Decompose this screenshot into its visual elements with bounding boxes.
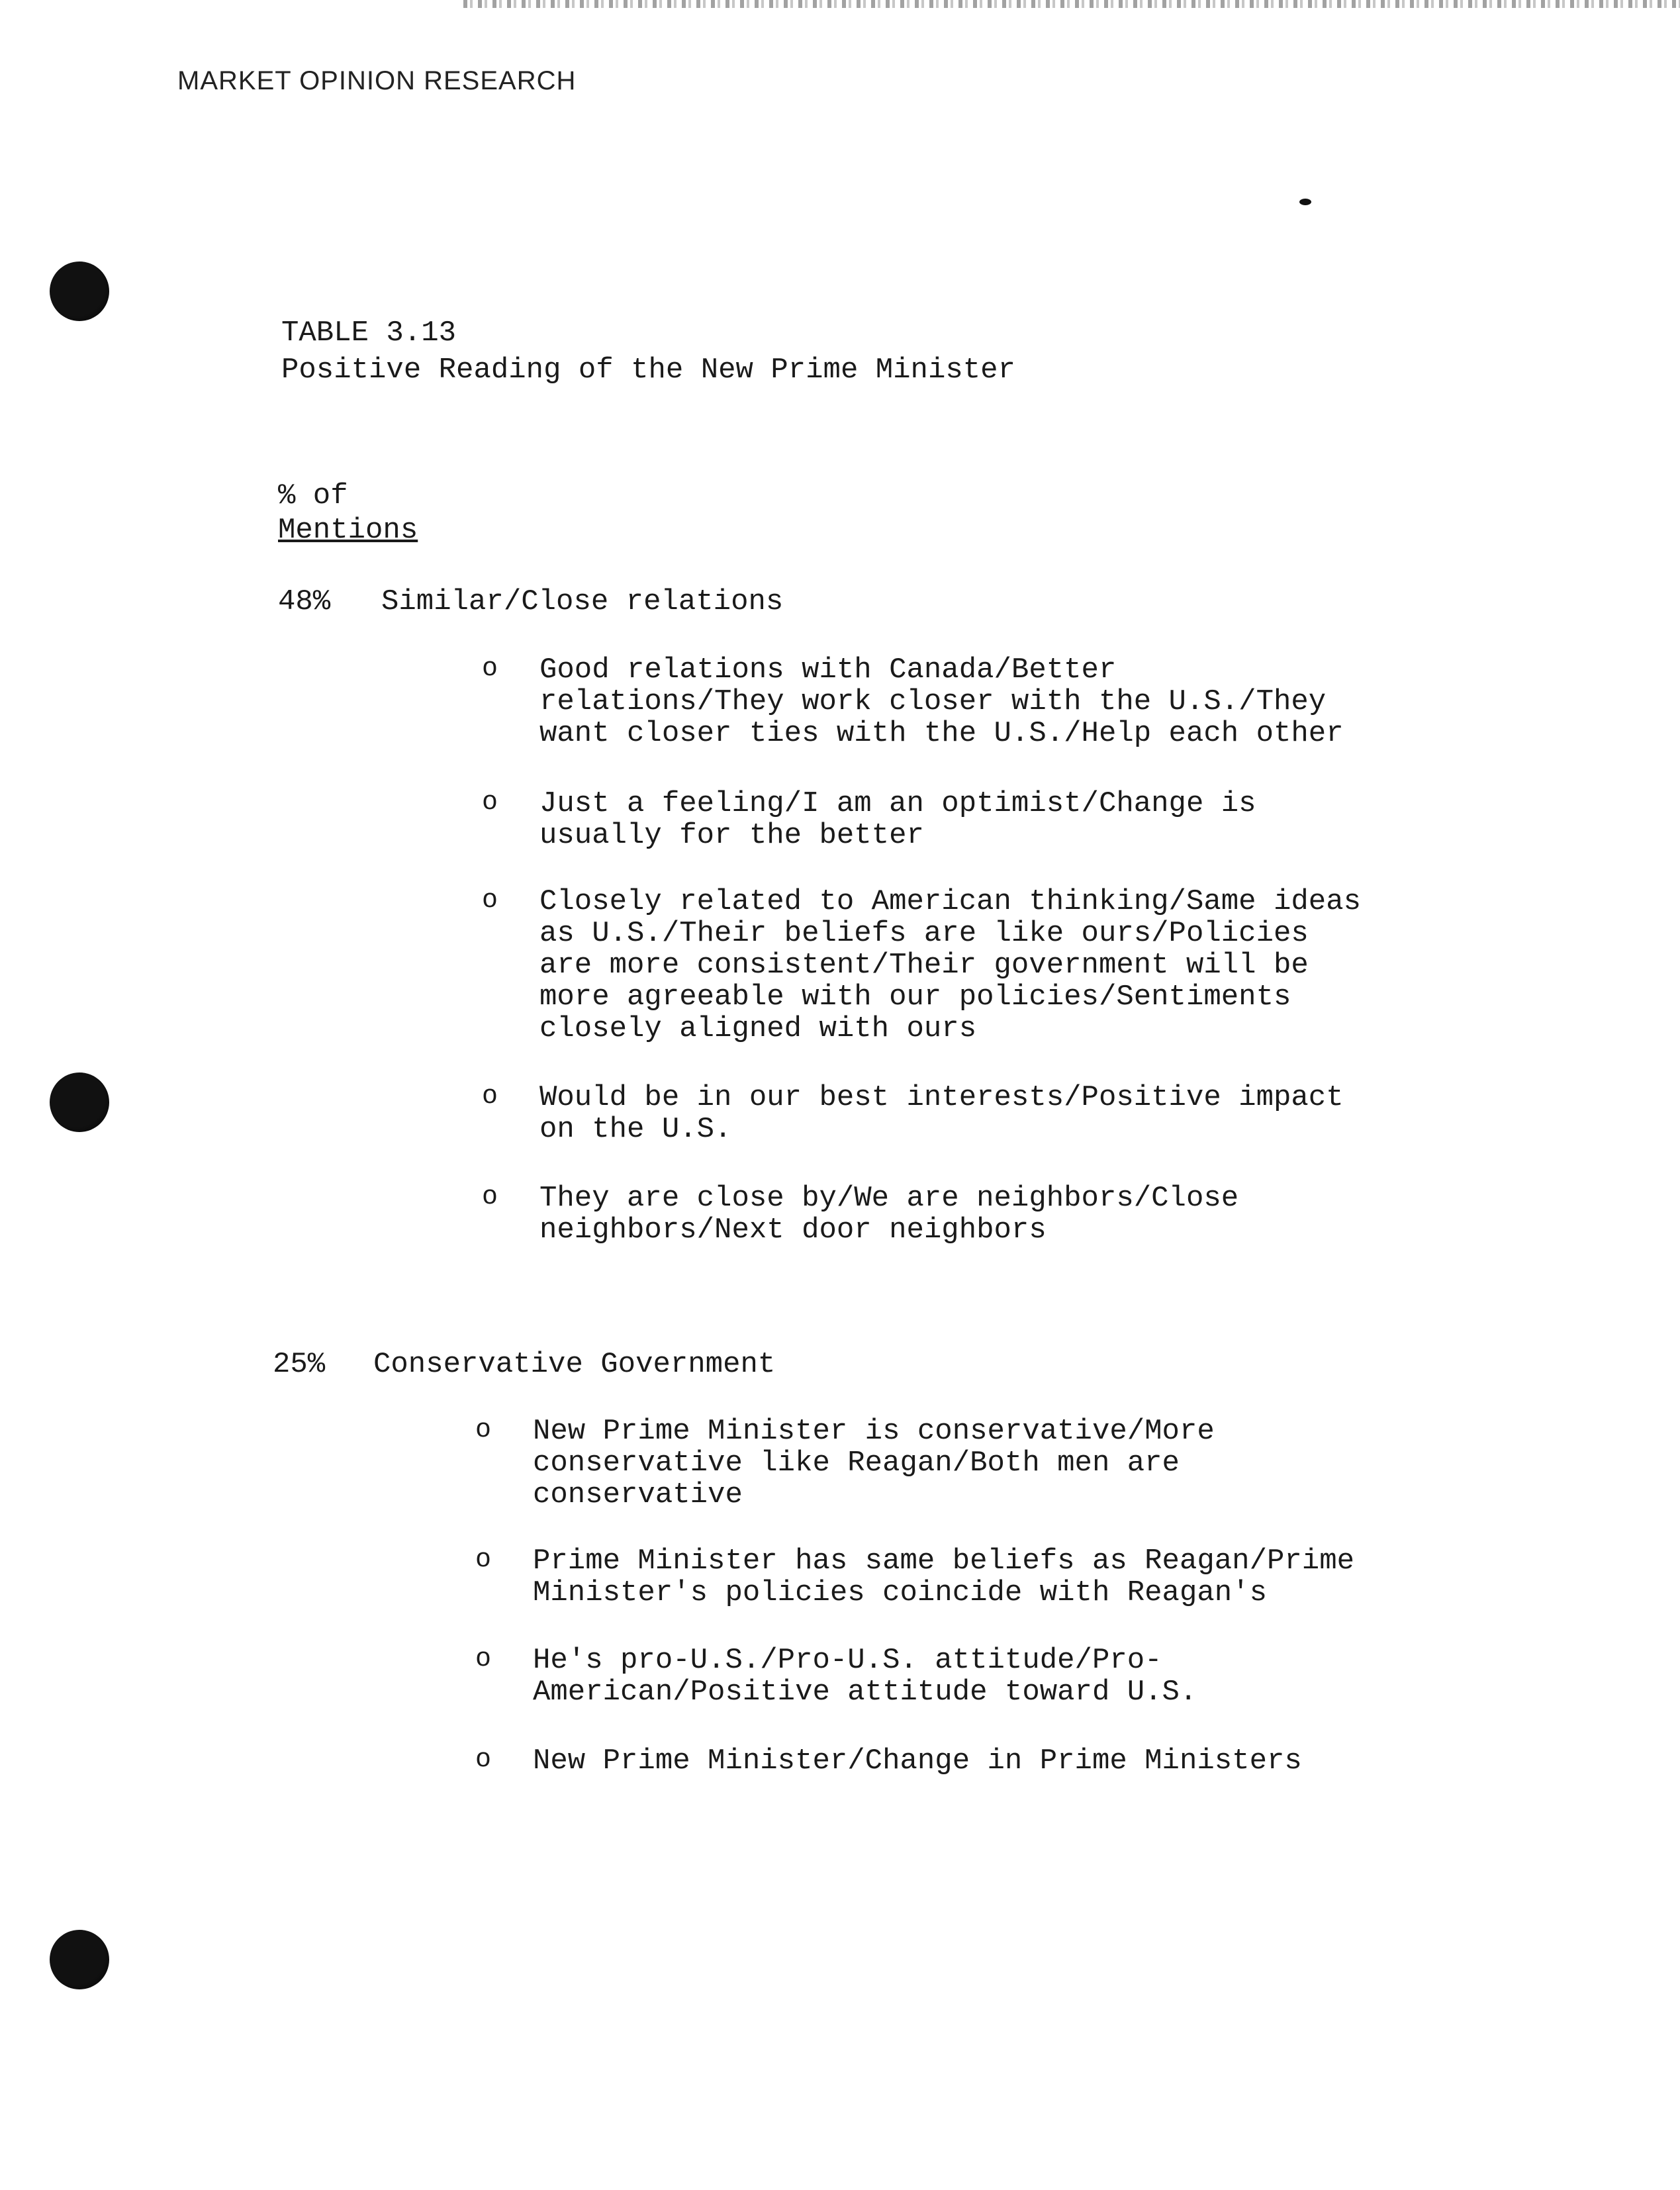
list-item: They are close by/We are neighbors/Close neighbors/Next door neighbors [539,1182,1239,1247]
column-header-line1: % of [278,479,348,512]
list-item: New Prime Minister/Change in Prime Ministers [533,1744,1302,1778]
bullet-icon: o [475,1545,492,1575]
bullet-icon: o [475,1415,492,1445]
bullet-icon: o [475,1745,492,1775]
scan-edge-noise [463,0,1680,8]
punch-hole-bottom [50,1930,109,1989]
list-item: He's pro-U.S./Pro-U.S. attitude/Pro- American/Positive attitude toward U.S. [533,1644,1197,1709]
punch-hole-middle [50,1072,109,1132]
punch-hole-top [50,262,109,321]
letterhead: MARKET OPINION RESEARCH [177,66,577,95]
bullet-icon: o [482,1082,498,1112]
section-percent: 25% [273,1348,326,1381]
column-header-line2: Mentions [278,514,418,547]
table-title: Positive Reading of the New Prime Minister [281,354,1015,387]
scan-speck [1299,199,1311,205]
section-label: Conservative Government [373,1348,776,1381]
section-percent: 48% [278,585,331,618]
section-label: Similar/Close relations [381,585,784,618]
list-item: Good relations with Canada/Better relations/They work closer with the U.S./They want closer ties with the U.S./Help each other [539,653,1344,750]
list-item: Closely related to American thinking/Same ideas as U.S./Their beliefs are like ours/Policies are more consistent/Their government will be more agreeable with our policies/Sentiments closely aligned with ours [539,885,1362,1045]
bullet-icon: o [482,654,498,684]
bullet-icon: o [482,886,498,916]
list-item: Would be in our best interests/Positive impact on the U.S. [539,1081,1344,1146]
table-label: TABLE 3.13 [281,316,457,350]
list-item: Prime Minister has same beliefs as Reagan/Prime Minister's policies coincide with Reagan's [533,1545,1355,1609]
bullet-icon: o [482,1182,498,1212]
bullet-icon: o [482,788,498,818]
list-item: New Prime Minister is conservative/More conservative like Reagan/Both men are conservative [533,1415,1215,1511]
list-item: Just a feeling/I am an optimist/Change is usually for the better [539,787,1256,852]
bullet-icon: o [475,1644,492,1674]
